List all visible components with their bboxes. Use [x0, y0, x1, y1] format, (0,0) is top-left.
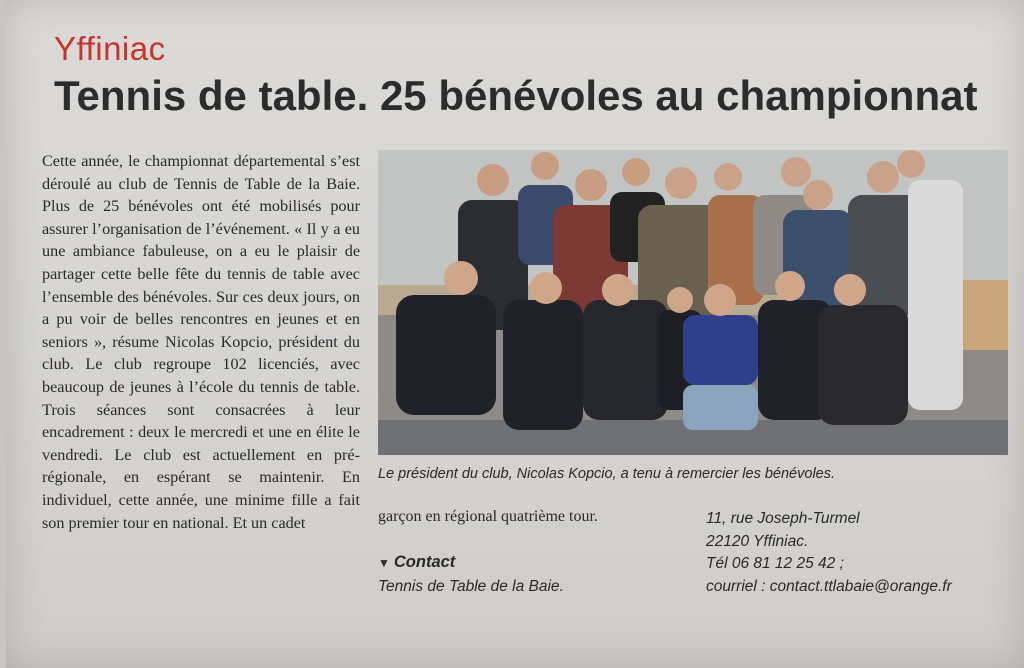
group-photo — [378, 150, 1008, 455]
photo-caption: Le président du club, Nicolas Kopcio, a tenu à remercier les bénévoles. — [378, 466, 836, 482]
address-street: 11, rue Joseph-Turmel — [706, 510, 860, 527]
triangle-down-icon: ▼ — [378, 556, 390, 570]
article-headline: Tennis de table. 25 bénévoles au championnat — [54, 72, 978, 119]
newspaper-clipping — [6, 0, 1024, 668]
article-body: Cette année, le championnat départemental s’est déroulé au club de Tennis de Table de la Baie. Plus de 25 bénévoles ont été mobilisés pour assurer l’organisation de l’événement. « Il y a eu une ambiance fabuleuse, on a eu le plaisir de partager cette belle fête du tennis de table avec l’ensemble des bénévoles. Sur ces deux jours, on a pu voir de belles rencontres en jeunes et en seniors », résume Nicolas Kopcio, président du club. Le club regroupe 102 licenciés, avec beaucoup de jeunes à l’école du tennis de table. Trois séances sont consacrées à leur encadrement : deux le mercredi et une en élite le vendredi. Le club est actuellement en pré-régionale, en espérant se maintenir. En individuel, cette année, une minime fille a fait son premier tour en national. Et un cadet — [42, 152, 360, 532]
article-continuation: garçon en régional quatrième tour. — [378, 508, 598, 525]
contact-heading — [378, 553, 455, 572]
contact-club: Tennis de Table de la Baie. — [378, 578, 564, 595]
contact-address — [706, 508, 952, 598]
address-email: courriel : contact.ttlabaie@orange.fr — [706, 577, 952, 595]
contact-heading-label: Contact — [393, 553, 456, 571]
address-city: 22120 Yffiniac. — [706, 532, 809, 550]
address-phone: Tél 06 81 12 25 42 ; — [706, 555, 844, 572]
group-photo-illustration — [378, 150, 1008, 455]
article-kicker: Yffiniac — [54, 30, 166, 67]
